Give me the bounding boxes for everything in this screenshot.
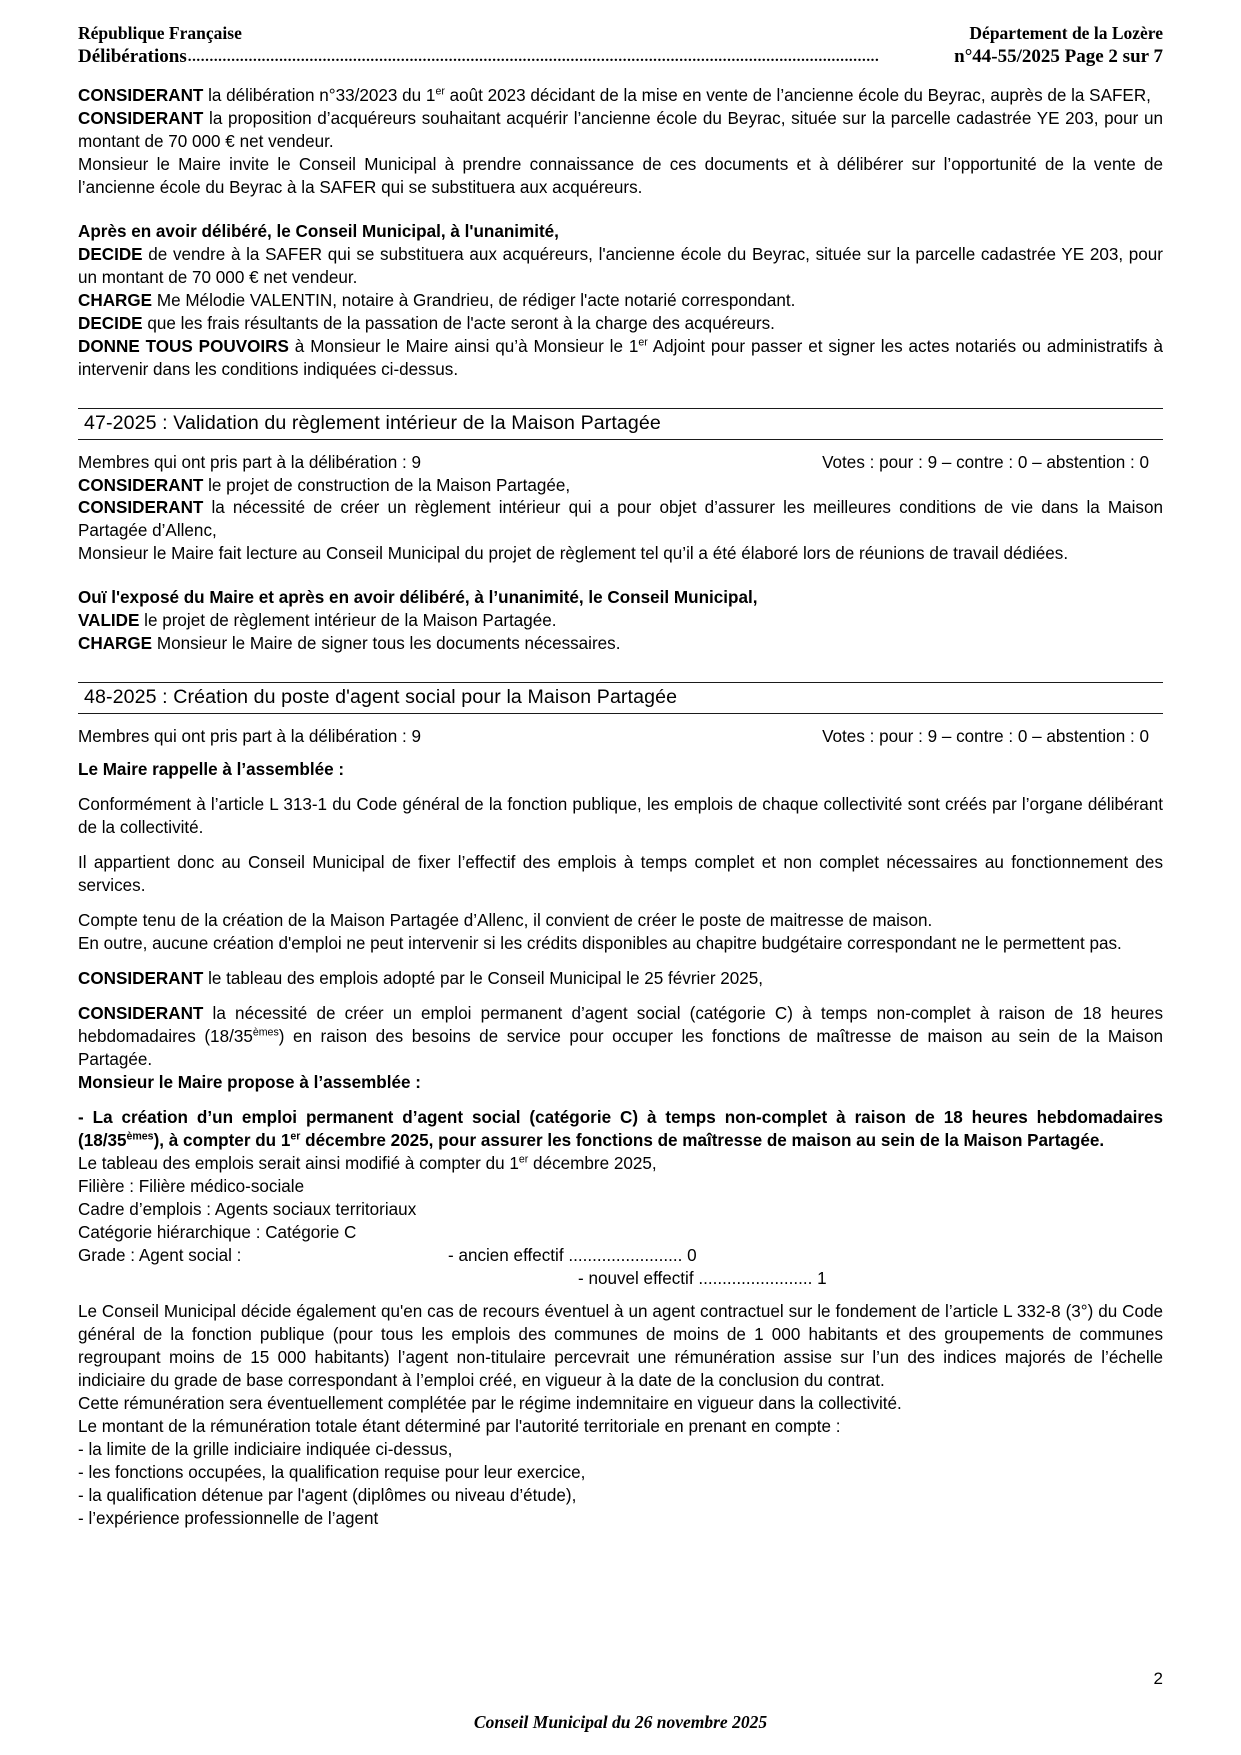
intro-decide-1-text: de vendre à la SAFER qui se substituera aux acquéreurs, l'ancienne école du Beyrac, située sur la parcelle cadastrée YE 203, pour un montant de 70 000 € net vendeur.	[78, 244, 1163, 287]
document-footer: Conseil Municipal du 26 novembre 2025	[473, 1712, 768, 1732]
section-48-filiere: Filière : Filière médico-sociale	[78, 1177, 305, 1197]
intro-paragraph-maire: Monsieur le Maire invite le Conseil Municipal à prendre connaissance de ces documents et à délibérer sur l’opportunité de la vente de l’ancienne école du Beyrac à la SAFER qui se substituera aux acquéreurs.	[78, 154, 1163, 197]
intro-decide-2-keyword: DECIDE	[78, 313, 143, 333]
spacer	[78, 656, 1163, 682]
spacer	[78, 1291, 1163, 1301]
spacer	[78, 991, 1163, 1003]
section-48-tableau-intro-text-b: décembre 2025,	[528, 1154, 657, 1174]
intro-decide-1-keyword: DECIDE	[78, 244, 143, 264]
intro-donne-pouvoirs-text-b: Adjoint pour passer et signer les actes notariés ou administratifs à intervenir dans les conditions indiquées ci-dessus.	[78, 336, 1163, 379]
section-47-members-count: Membres qui ont pris part à la délibération : 9	[78, 452, 422, 472]
section-48-rappelle-text: Le Maire rappelle à l’assemblée :	[78, 760, 345, 780]
section-48-tableau-intro-text-a: Le tableau des emplois serait ainsi modifié à compter du 1	[78, 1154, 519, 1174]
section-48-considerant-1	[78, 968, 1163, 991]
header-reference-label: n°44-55/2025 Page 2 sur 7	[954, 46, 1163, 68]
section-48-bullet-2: - les fonctions occupées, la qualification requise pour leur exercice,	[78, 1462, 586, 1482]
section-48-cadre-emplois: Cadre d’emplois : Agents sociaux territoriaux	[78, 1200, 417, 1220]
section-47-votes-summary: Votes : pour : 9 – contre : 0 – abstention : 0	[822, 452, 1149, 472]
intro-considerant-1-keyword: CONSIDERANT	[78, 85, 204, 105]
intro-considerant-1-text-a: la délibération n°33/2023 du 1	[203, 85, 436, 105]
intro-decisions-block	[78, 221, 1163, 382]
intro-considerant-2-text: la proposition d’acquéreurs souhaitant acquérir l’ancienne école du Beyrac, située sur la parcelle cadastrée YE 203, pour un montant de 70 000 € net vendeur.	[78, 108, 1163, 151]
section-48-proposition-sup-1: èmes	[126, 1130, 154, 1143]
document-header	[78, 22, 1163, 70]
spacer	[78, 782, 1163, 794]
section-47-considerant-2	[78, 497, 1163, 543]
section-48-considerant-1-keyword: CONSIDERANT	[78, 969, 204, 989]
section-48-effectif-row	[78, 1268, 1163, 1291]
header-bottom-row	[78, 45, 1163, 69]
section-48-bullet-1: - la limite de la grille indiciaire indiquée ci-dessus,	[78, 1439, 453, 1459]
section-47-oui-expose-text: Ouï l'exposé du Maire et après en avoir délibéré, à l’unanimité, le Conseil Municipal,	[78, 588, 758, 608]
section-48-tableau-intro	[78, 1153, 1163, 1176]
section-48-paragraph-5: Le Conseil Municipal décide également qu'en cas de recours éventuel à un agent contractuel sur le fondement de l’article L 332-8 (3°) du Code général de la fonction publique (pour tous les emplois des communes de moins de 1 000 habitants et des groupements de communes regroupant moins de 15 000 habitants) l’agent non-titulaire percevrait une rémunération assise sur l’un des indices majorés de l’échelle indiciaire du grade de base correspondant à l’emploi créé, en vigueur à la date de la conclusion du contrat.	[78, 1302, 1163, 1391]
intro-charge-1-keyword: CHARGE	[78, 290, 153, 310]
intro-considerant-1	[78, 85, 1163, 108]
section-48-proposition-sup-2: er	[290, 1130, 301, 1143]
intro-considerant-2-keyword: CONSIDERANT	[78, 108, 204, 128]
page-number: 2	[1153, 1669, 1163, 1688]
section-48-propose	[78, 1072, 1163, 1095]
section-48-proposition-text-b: ), à compter du 1	[153, 1131, 291, 1151]
section-48-proposition-bold	[78, 1108, 1163, 1150]
section-48-grade-row	[78, 1245, 1163, 1268]
section-47-considerant-2-text: la nécessité de créer un règlement intérieur qui a pour objet d’assurer les meilleures conditions de vie dans la Maison Partagée d’Allenc,	[78, 498, 1163, 541]
section-48-tableau-intro-sup: er	[518, 1153, 529, 1166]
section-48-considerant-2	[78, 1003, 1163, 1072]
section-47-valide-keyword: VALIDE	[78, 611, 140, 631]
section-47-considerant-1-keyword: CONSIDERANT	[78, 475, 204, 495]
intro-donne-pouvoirs-text-a: à Monsieur le Maire ainsi qu’à Monsieur le 1	[288, 336, 639, 356]
section-47-paragraph-lecture: Monsieur le Maire fait lecture au Conseil Municipal du projet de règlement tel qu’il a été élaboré lors de réunions de travail dédiées.	[78, 544, 1069, 564]
intro-block	[78, 85, 1163, 200]
spacer	[78, 1095, 1163, 1107]
intro-charge-1-text: Me Mélodie VALENTIN, notaire à Grandrieu, de rédiger l'acte notarié correspondant.	[152, 290, 796, 310]
section-48-rappelle	[78, 759, 1163, 782]
section-47-charge-text: Monsieur le Maire de signer tous les documents nécessaires.	[152, 634, 621, 654]
section-47-heading: 47-2025 : Validation du règlement intérieur de la Maison Partagée	[78, 408, 1163, 440]
spacer	[78, 200, 1163, 221]
header-top-row	[78, 22, 1163, 44]
intro-charge-1	[78, 290, 1163, 313]
intro-decide-2-text: que les frais résultants de la passation de l'acte seront à la charge des acquéreurs.	[142, 313, 775, 333]
intro-decide-1	[78, 244, 1163, 290]
intro-decide-2	[78, 313, 1163, 336]
section-47-2025	[78, 408, 1163, 657]
section-47-votes-row	[78, 452, 1163, 475]
section-47-charge	[78, 633, 1163, 656]
section-48-paragraph-1: Conformément à l’article L 313-1 du Code général de la fonction publique, les emplois de chaque collectivité sont créés par l’organe délibérant de la collectivité.	[78, 795, 1163, 838]
spacer	[78, 566, 1163, 587]
intro-considerant-1-text-b: août 2023 décidant de la mise en vente de l’ancienne école du Beyrac, auprès de la SAFER,	[444, 85, 1151, 105]
section-47-considerant-1	[78, 475, 1163, 498]
intro-considerant-2	[78, 108, 1163, 154]
spacer	[78, 840, 1163, 852]
section-48-considerant-2-sup: èmes	[252, 1026, 279, 1039]
section-47-valide	[78, 610, 1163, 633]
section-48-members-count: Membres qui ont pris part à la délibération : 9	[78, 727, 422, 747]
section-48-categorie: Catégorie hiérarchique : Catégorie C	[78, 1223, 357, 1243]
section-48-votes-row	[78, 726, 1163, 749]
section-47-valide-text: le projet de règlement intérieur de la Maison Partagée.	[139, 611, 557, 631]
section-48-paragraph-3: Compte tenu de la création de la Maison Partagée d’Allenc, il convient de créer le poste de maitresse de maison.	[78, 911, 933, 931]
section-48-considerant-2-text-b: ) en raison des besoins de service pour occuper les fonctions de maîtresse de maison au sein de la Maison Partagée.	[78, 1027, 1163, 1070]
intro-donne-pouvoirs-sup: er	[638, 335, 648, 348]
section-48-grade-label: Grade : Agent social :	[78, 1246, 242, 1266]
section-48-bullet-3: - la qualification détenue par l'agent (diplômes ou niveau d’étude),	[78, 1485, 577, 1505]
section-48-paragraph-4: En outre, aucune création d'emploi ne peut intervenir si les crédits disponibles au chapitre budgétaire correspondant ne le permettent pas.	[78, 934, 1122, 954]
spacer	[78, 749, 1163, 759]
section-48-nouvel-effectif: - nouvel effectif ........................ 1	[578, 1269, 827, 1289]
section-48-propose-text: Monsieur le Maire propose à l’assemblée :	[78, 1073, 421, 1093]
section-48-paragraph-7: Le montant de la rémunération totale étant déterminé par l'autorité territoriale en prenant en compte :	[78, 1416, 841, 1436]
spacer	[78, 70, 1163, 85]
section-48-paragraph-2: Il appartient donc au Conseil Municipal de fixer l’effectif des emplois à temps complet et non complet nécessaires au fonctionnement des services.	[78, 853, 1163, 896]
intro-donne-pouvoirs	[78, 336, 1163, 382]
section-48-considerant-2-text-a: la nécessité de créer un emploi permanent d’agent social (catégorie C) à temps non-complet à raison de 18 heures hebdomadaires (18/35	[78, 1004, 1163, 1047]
intro-donne-pouvoirs-keyword: DONNE TOUS POUVOIRS	[78, 336, 289, 356]
spacer	[78, 1268, 578, 1291]
header-dot-leader: ...............................................................................................................................................................	[187, 49, 880, 66]
header-republic-label: République Française	[78, 23, 242, 43]
section-48-proposition-text-c: décembre 2025, pour assurer les fonctions de maîtresse de maison au sein de la Maison Partagée.	[300, 1131, 1105, 1151]
section-48-votes-summary: Votes : pour : 9 – contre : 0 – abstention : 0	[822, 727, 1149, 747]
header-deliberations-label: Délibérations	[78, 46, 187, 68]
spacer	[78, 898, 1163, 910]
section-48-heading: 48-2025 : Création du poste d'agent social pour la Maison Partagée	[78, 682, 1163, 714]
intro-deliberation-statement-text: Après en avoir délibéré, le Conseil Municipal, à l'unanimité,	[78, 221, 559, 241]
section-47-considerant-1-text: le projet de construction de la Maison Partagée,	[203, 475, 571, 495]
section-48-2025	[78, 682, 1163, 1531]
intro-considerant-1-sup: er	[435, 85, 445, 98]
section-48-ancien-effectif: - ancien effectif ........................ 0	[448, 1246, 697, 1266]
section-48-considerant-2-keyword: CONSIDERANT	[78, 1004, 204, 1024]
section-47-considerant-2-keyword: CONSIDERANT	[78, 498, 204, 518]
section-48-bullet-4: - l’expérience professionnelle de l’agent	[78, 1508, 379, 1528]
header-department-label: Département de la Lozère	[969, 23, 1163, 43]
spacer	[78, 382, 1163, 408]
section-48-paragraph-6: Cette rémunération sera éventuellement complétée par le régime indemnitaire en vigueur dans la collectivité.	[78, 1394, 902, 1413]
spacer	[78, 956, 1163, 968]
section-48-proposition-text-a: - La création d’un emploi permanent d’agent social (catégorie C) à temps non-complet à raison de 18 heures hebdomadaires (18/35	[78, 1108, 1163, 1151]
section-48-considerant-1-text: le tableau des emplois adopté par le Conseil Municipal le 25 février 2025,	[203, 969, 764, 989]
section-48-proposition	[78, 1107, 1163, 1153]
section-47-oui-expose	[78, 587, 1163, 610]
section-47-charge-keyword: CHARGE	[78, 634, 153, 654]
intro-deliberation-statement	[78, 221, 1163, 244]
